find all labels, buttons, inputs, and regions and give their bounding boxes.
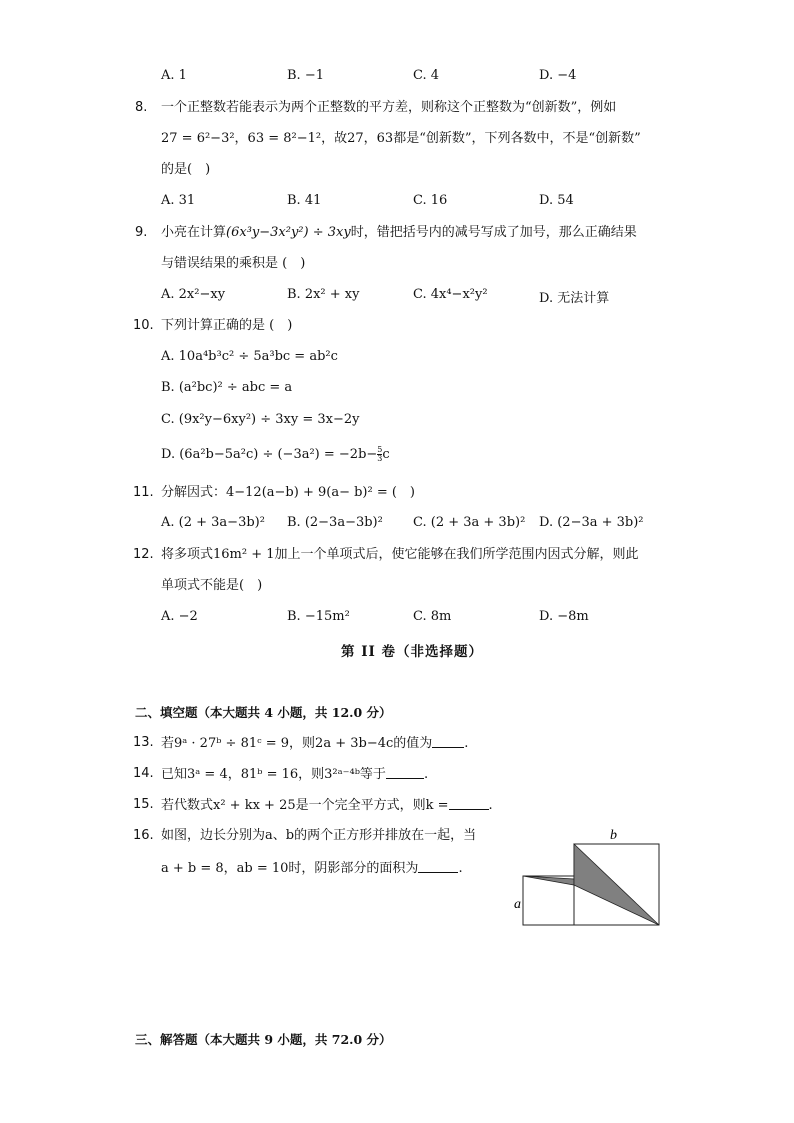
shaded-triangle-large: [574, 844, 659, 925]
q14-period: .: [423, 767, 429, 782]
q7-option-c: C. 4: [413, 68, 440, 83]
q10-option-a: A. 10a⁴b³c² ÷ 5a³bc = ab²c: [161, 349, 338, 364]
q16-stem-line1: 如图，边长分别为a、b的两个正方形并排放在一起，当: [161, 828, 477, 843]
label-b: b: [610, 828, 617, 843]
q8-option-b: B. 41: [287, 193, 322, 208]
q9-stem-text-a: 小亮在计算: [161, 225, 227, 240]
q8-stem-line3: 的是( ): [161, 162, 211, 177]
q16-text: a + b = 8，ab = 10时，阴影部分的面积为: [161, 861, 419, 876]
q9-option-c: C. 4x⁴−x²y²: [413, 287, 488, 302]
q13-stem: [161, 735, 468, 752]
q10-number: 10.: [133, 318, 154, 333]
q12-option-b: B. −15m²: [287, 609, 350, 624]
q12-option-c: C. 8m: [413, 609, 452, 624]
q8-stem-line1: 一个正整数若能表示为两个正整数的平方差，则称这个正整数为“创新数”，例如: [161, 100, 617, 115]
q16-answer-blank[interactable]: [418, 860, 458, 873]
q12-stem-line1: 将多项式16m² + 1加上一个单项式后，使它能够在我们所学范围内因式分解，则此: [161, 547, 639, 562]
q9-option-a: A. 2x²−xy: [161, 287, 226, 302]
q10-option-d: [161, 446, 390, 463]
q7-option-d: D. −4: [539, 68, 577, 83]
q13-period: .: [464, 736, 469, 751]
q14-text: 已知3ᵃ = 4，81ᵇ = 16，则3²ᵃ⁻⁴ᵇ等于: [161, 767, 386, 782]
q14-number: 14.: [133, 766, 154, 781]
q9-option-d: D. 无法计算: [539, 291, 610, 306]
part2-title: 第 II 卷（非选择题）: [341, 644, 484, 660]
q11-option-b: B. (2−3a−3b)²: [287, 515, 383, 530]
q10-option-b: B. (a²bc)² ÷ abc = a: [161, 380, 293, 395]
q12-option-a: A. −2: [161, 609, 198, 624]
q7-option-b: B. −1: [287, 68, 324, 83]
q11-number: 11.: [133, 485, 154, 500]
q9-number: 9.: [135, 225, 148, 240]
q10-option-d-suffix: c: [382, 447, 390, 462]
q13-number: 13.: [133, 735, 154, 750]
fraction-denominator: 3: [377, 454, 383, 463]
shaded-triangle-small: [523, 876, 574, 885]
q9-stem-line1: [161, 225, 637, 241]
q12-stem-line2: 单项式不能是( ): [161, 578, 263, 593]
q11-stem: 分解因式：4−12(a−b) + 9(a− b)² = ( ): [161, 485, 415, 500]
q11-option-a: A. (2 + 3a−3b)²: [161, 515, 265, 530]
q9-expression: (6x³y−3x²y²) ÷ 3xy: [226, 225, 351, 240]
q16-period: .: [458, 861, 463, 876]
q8-number: 8.: [135, 100, 148, 115]
q14-stem: [161, 766, 428, 783]
q7-option-a: A. 1: [161, 68, 187, 83]
q16-stem-line2: [161, 860, 463, 877]
q15-answer-blank[interactable]: [449, 797, 489, 810]
q15-text: 若代数式x² + kx + 25是一个完全平方式，则k =: [161, 798, 449, 813]
q15-stem: [161, 797, 493, 814]
q11-option-d: D. (2−3a + 3b)²: [539, 515, 644, 530]
q9-option-b: B. 2x² + xy: [287, 287, 360, 302]
q8-option-d: D. 54: [539, 193, 574, 208]
q10-option-c: C. (9x²y−6xy²) ÷ 3xy = 3x−2y: [161, 412, 360, 427]
q12-option-d: D. −8m: [539, 609, 589, 624]
q12-number: 12.: [133, 547, 154, 562]
q15-period: .: [488, 798, 493, 813]
q16-squares-figure: [505, 822, 670, 930]
q8-option-c: C. 16: [413, 193, 448, 208]
q13-answer-blank[interactable]: [432, 735, 464, 748]
q9-stem-text-b: 时，错把括号内的减号写成了加号，那么正确结果: [350, 225, 637, 240]
section2-heading: 二、填空题（本大题共 4 小题，共 12.0 分）: [135, 705, 392, 720]
q10-option-d-prefix: D. (6a²b−5a²c) ÷ (−3a²) = −2b−: [161, 447, 378, 462]
q14-answer-blank[interactable]: [386, 766, 424, 779]
q10-stem: 下列计算正确的是 ( ): [161, 318, 293, 333]
q8-option-a: A. 31: [161, 193, 196, 208]
label-a: a: [514, 897, 521, 912]
section3-heading: 三、解答题（本大题共 9 小题，共 72.0 分）: [135, 1032, 392, 1047]
q15-number: 15.: [133, 797, 154, 812]
q9-stem-line2: 与错误结果的乘积是 ( ): [161, 256, 306, 271]
fraction-numerator: 5: [377, 445, 383, 454]
q16-number: 16.: [133, 828, 154, 843]
q13-text: 若9ᵃ · 27ᵇ ÷ 81ᶜ = 9，则2a + 3b−4c的值为: [161, 736, 433, 751]
q11-option-c: C. (2 + 3a + 3b)²: [413, 515, 526, 530]
q8-stem-line2: 27 = 6²−3²，63 = 8²−1²，故27，63都是“创新数”，下列各数中，不是“创新数”: [161, 131, 641, 146]
